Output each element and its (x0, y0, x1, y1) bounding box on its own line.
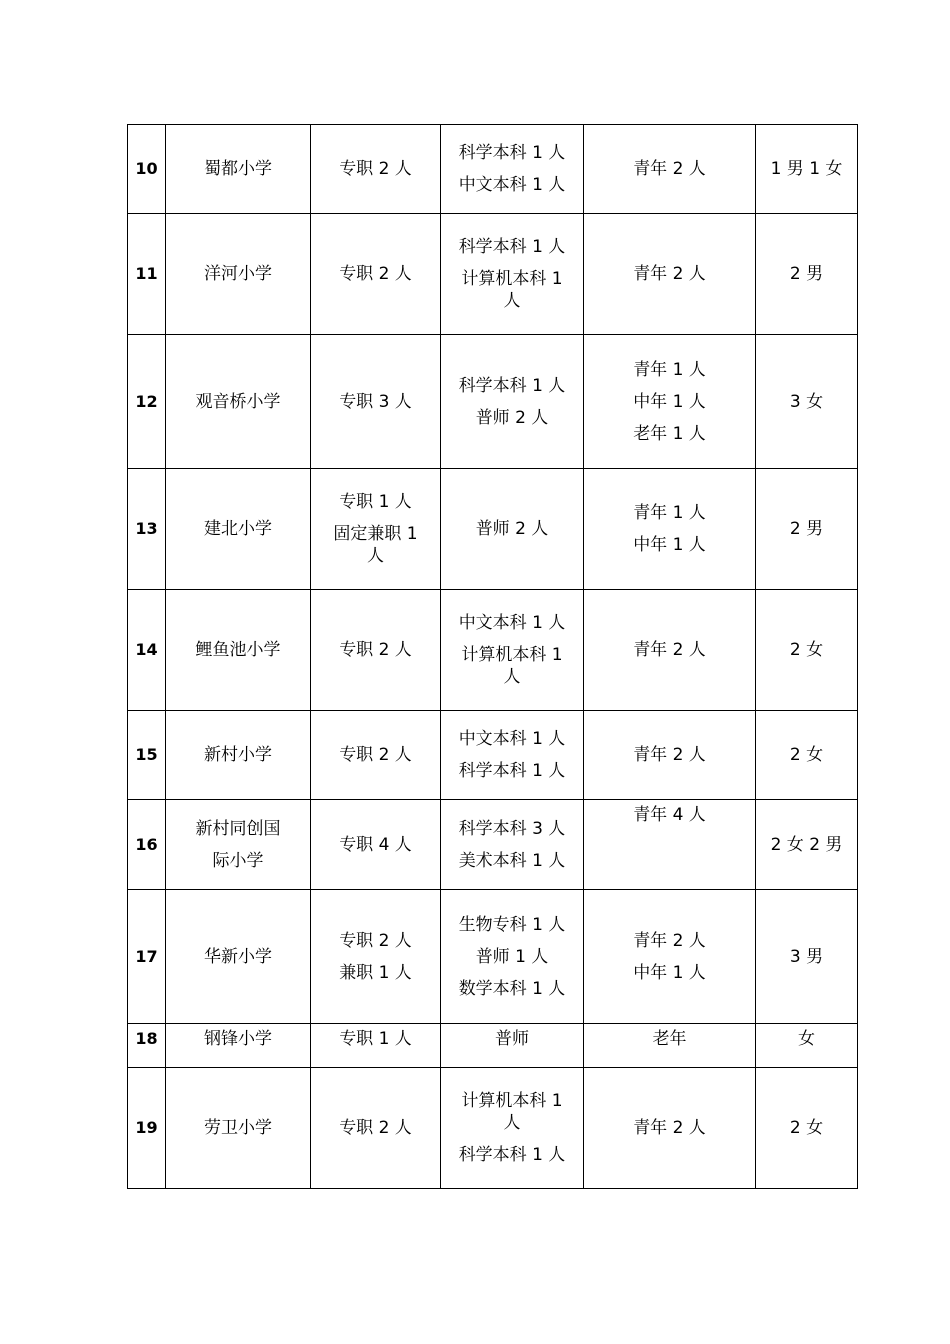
school-name: 洋河小学 (204, 264, 272, 284)
edu-cell (441, 1068, 584, 1189)
edu-line: 计算机本科 1 人 (461, 645, 563, 687)
no-cell (128, 125, 166, 214)
no-cell (128, 1024, 166, 1068)
school-cell (166, 335, 311, 469)
table-row (128, 800, 858, 890)
gender-cell (756, 335, 858, 469)
gender-text: 3 男 (789, 946, 824, 967)
edu-line: 普师 2 人 (475, 407, 549, 428)
type-line: 专职 3 人 (339, 391, 412, 412)
school-cell (166, 800, 311, 890)
gender-text: 2 女 (789, 640, 824, 660)
age-line: 青年 1 人 (633, 503, 706, 523)
type-line: 固定兼职 1 人 (333, 524, 418, 566)
school-cell (166, 1024, 311, 1068)
edu-cell (441, 335, 584, 469)
school-cell (166, 1068, 311, 1189)
no-cell (128, 711, 166, 800)
age-line: 青年 1 人 (633, 359, 706, 380)
gender-cell (756, 125, 858, 214)
school-name: 建北小学 (204, 519, 272, 539)
age-line: 青年 2 人 (633, 640, 706, 660)
gender-cell (756, 1024, 858, 1068)
type-cell (311, 125, 441, 214)
age-line: 中年 1 人 (633, 391, 706, 412)
gender-text: 2 女 2 男 (770, 834, 843, 855)
edu-line: 中文本科 1 人 (458, 613, 566, 633)
type-line: 专职 2 人 (339, 745, 412, 765)
edu-line: 美术本科 1 人 (458, 850, 566, 871)
school-cell (166, 711, 311, 800)
school-name: 钢锋小学 (204, 1029, 272, 1049)
school-cell (166, 469, 311, 590)
school-name: 观音桥小学 (195, 391, 281, 412)
no-cell (128, 1068, 166, 1189)
edu-cell (441, 711, 584, 800)
row-number: 10 (135, 159, 158, 178)
edu-cell (441, 590, 584, 711)
edu-line: 普师 (495, 1029, 529, 1049)
edu-line: 生物专科 1 人 (458, 914, 566, 935)
age-cell (584, 1068, 756, 1189)
table-row (128, 1068, 858, 1189)
age-line: 青年 2 人 (633, 159, 706, 179)
gender-text: 女 (798, 1029, 815, 1049)
edu-line: 普师 1 人 (475, 946, 549, 967)
type-line: 专职 2 人 (339, 930, 412, 951)
age-cell (584, 800, 756, 890)
gender-cell (756, 890, 858, 1024)
school-name: 新村小学 (204, 745, 272, 765)
row-number: 18 (135, 1029, 158, 1048)
row-number: 16 (135, 834, 158, 854)
gender-cell (756, 711, 858, 800)
age-cell (584, 1024, 756, 1068)
row-number: 14 (135, 640, 158, 659)
type-cell (311, 214, 441, 335)
edu-line: 中文本科 1 人 (458, 175, 566, 195)
type-line: 兼职 1 人 (339, 962, 412, 983)
type-line: 专职 1 人 (339, 1029, 412, 1049)
type-line: 专职 4 人 (339, 834, 412, 855)
age-line: 青年 2 人 (633, 1118, 706, 1138)
edu-line: 科学本科 1 人 (458, 143, 566, 163)
edu-line: 科学本科 1 人 (458, 375, 566, 396)
edu-line: 科学本科 1 人 (458, 237, 566, 257)
table-row (128, 469, 858, 590)
table-row (128, 590, 858, 711)
no-cell (128, 469, 166, 590)
age-line: 中年 1 人 (633, 535, 706, 555)
edu-cell (441, 469, 584, 590)
gender-cell (756, 214, 858, 335)
edu-cell (441, 214, 584, 335)
edu-cell (441, 1024, 584, 1068)
table-row (128, 125, 858, 214)
gender-text: 1 男 1 女 (770, 159, 843, 179)
gender-cell (756, 469, 858, 590)
edu-line: 普师 2 人 (475, 519, 549, 539)
table-row (128, 214, 858, 335)
school-name: 劳卫小学 (204, 1118, 272, 1138)
age-cell (584, 125, 756, 214)
age-line: 中年 1 人 (633, 962, 706, 983)
type-cell (311, 890, 441, 1024)
edu-line: 数学本科 1 人 (458, 978, 566, 999)
staff-table (127, 124, 858, 1189)
type-line: 专职 2 人 (339, 264, 412, 284)
age-cell (584, 711, 756, 800)
gender-cell (756, 590, 858, 711)
no-cell (128, 335, 166, 469)
no-cell (128, 214, 166, 335)
edu-cell (441, 125, 584, 214)
no-cell (128, 800, 166, 890)
age-line: 老年 (652, 1029, 687, 1049)
type-cell (311, 590, 441, 711)
type-line: 专职 2 人 (339, 640, 412, 660)
school-name: 华新小学 (204, 946, 272, 967)
type-line: 专职 2 人 (339, 1118, 412, 1138)
type-line: 专职 1 人 (339, 492, 412, 512)
type-cell (311, 711, 441, 800)
row-number: 12 (135, 391, 158, 411)
row-number: 15 (135, 745, 158, 764)
gender-cell (756, 800, 858, 890)
gender-text: 2 男 (789, 264, 824, 284)
age-cell (584, 590, 756, 711)
age-cell (584, 335, 756, 469)
age-cell (584, 469, 756, 590)
edu-line: 计算机本科 1 人 (461, 1091, 563, 1133)
school-cell (166, 125, 311, 214)
type-cell (311, 800, 441, 890)
type-cell (311, 1024, 441, 1068)
age-line: 青年 2 人 (633, 745, 706, 765)
edu-line: 科学本科 3 人 (458, 818, 566, 839)
table-row (128, 335, 858, 469)
age-line: 老年 1 人 (633, 423, 706, 444)
age-cell (584, 214, 756, 335)
school-cell (166, 890, 311, 1024)
table-row (128, 890, 858, 1024)
gender-text: 2 男 (789, 519, 824, 539)
age-line: 青年 2 人 (633, 264, 706, 284)
no-cell (128, 590, 166, 711)
age-line: 青年 4 人 (633, 805, 706, 825)
type-cell (311, 1068, 441, 1189)
gender-text: 3 女 (789, 391, 824, 412)
school-cell (166, 214, 311, 335)
edu-line: 中文本科 1 人 (458, 729, 566, 749)
gender-text: 2 女 (789, 1118, 824, 1138)
edu-cell (441, 800, 584, 890)
age-line: 青年 2 人 (633, 930, 706, 951)
school-name: 新村同创国际小学 (195, 818, 281, 871)
table-body (128, 125, 858, 1189)
row-number: 13 (135, 519, 158, 538)
table-row (128, 711, 858, 800)
school-name: 鲤鱼池小学 (195, 640, 281, 660)
type-cell (311, 335, 441, 469)
table-row (128, 1024, 858, 1068)
type-line: 专职 2 人 (339, 159, 412, 179)
row-number: 19 (135, 1118, 158, 1137)
school-name: 蜀都小学 (204, 159, 272, 179)
school-cell (166, 590, 311, 711)
row-number: 17 (135, 946, 158, 966)
type-cell (311, 469, 441, 590)
edu-cell (441, 890, 584, 1024)
row-number: 11 (135, 264, 158, 283)
no-cell (128, 890, 166, 1024)
edu-line: 科学本科 1 人 (458, 761, 566, 781)
edu-line: 科学本科 1 人 (458, 1145, 566, 1165)
age-cell (584, 890, 756, 1024)
edu-line: 计算机本科 1 人 (461, 269, 563, 311)
gender-cell (756, 1068, 858, 1189)
gender-text: 2 女 (789, 745, 824, 765)
